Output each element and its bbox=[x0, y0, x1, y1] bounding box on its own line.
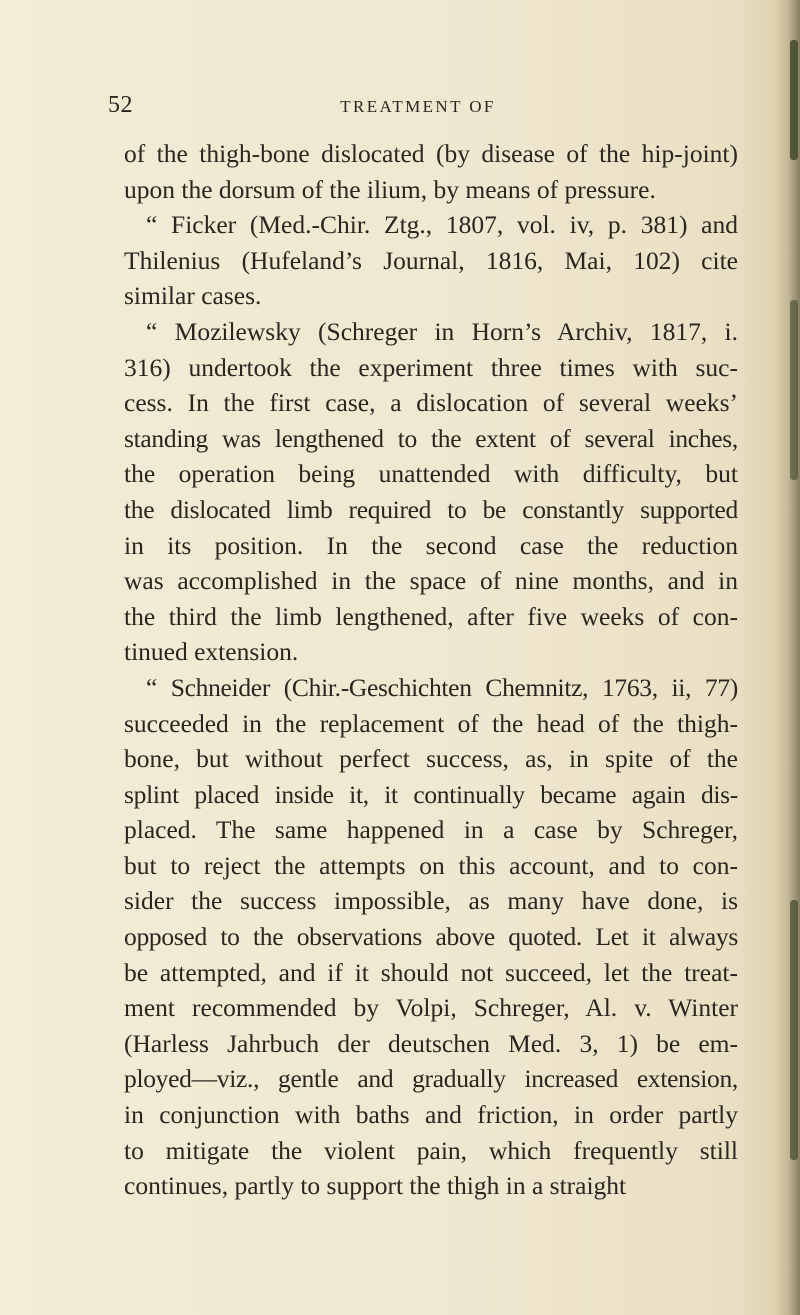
text-line: Thilenius (Hufeland’s Journal, 1816, Mai, 102) cite bbox=[124, 245, 738, 275]
text-line: “ Schneider (Chir.-Geschichten Chemnitz, 1763, ii, 77) bbox=[146, 672, 738, 702]
text-line: was accomplished in the space of nine months, and in bbox=[124, 566, 738, 596]
text-line: the operation being unattended with difficulty, but bbox=[124, 459, 738, 489]
text-line: ment recommended by Volpi, Schreger, Al. v. Winter bbox=[124, 993, 738, 1023]
text-line: 316) undertook the experiment three times with suc- bbox=[124, 352, 738, 382]
text-line: the dislocated limb required to be constantly supported bbox=[124, 494, 738, 524]
text-line: ployed—viz., gentle and gradually increased extension, bbox=[124, 1064, 738, 1094]
running-head: TREATMENT OF bbox=[340, 97, 496, 116]
page-edge-stain bbox=[790, 900, 798, 1160]
text-line: “ Ficker (Med.-Chir. Ztg., 1807, vol. iv, p. 381) and bbox=[146, 210, 738, 240]
page-number: 52 bbox=[108, 92, 133, 118]
text-line: similar cases. bbox=[124, 281, 262, 311]
text-line: continues, partly to support the thigh in a straight bbox=[124, 1171, 627, 1201]
text-line: “ Mozilewsky (Schreger in Horn’s Archiv, 1817, i. bbox=[146, 316, 738, 346]
text-line: bone, but without perfect success, as, in spite of the bbox=[124, 744, 738, 774]
text-line: the third the limb lengthened, after five weeks of con- bbox=[124, 601, 738, 631]
text-line: in its position. In the second case the reduction bbox=[124, 530, 738, 560]
text-line: succeeded in the replacement of the head of the thigh- bbox=[124, 708, 738, 738]
text-line: cess. In the first case, a dislocation of several weeks’ bbox=[124, 388, 738, 418]
text-line: but to reject the attempts on this account, and to con- bbox=[124, 850, 738, 880]
text-line: placed. The same happened in a case by Schreger, bbox=[124, 815, 738, 845]
page-header bbox=[108, 92, 728, 126]
text-line: to mitigate the violent pain, which frequently still bbox=[124, 1135, 738, 1165]
text-line: opposed to the observations above quoted. Let it always bbox=[124, 922, 738, 952]
text-line: of the thigh-bone dislocated (by disease of the hip-joint) bbox=[124, 139, 738, 168]
text-line: upon the dorsum of the ilium, by means of pressure. bbox=[124, 174, 656, 204]
text-line: standing was lengthened to the extent of several inches, bbox=[124, 423, 738, 453]
text-line: sider the success impossible, as many have done, is bbox=[124, 886, 738, 916]
page-edge-stain bbox=[790, 40, 798, 160]
text-line: in conjunction with baths and friction, in order partly bbox=[124, 1100, 738, 1130]
text-line: be attempted, and if it should not succeed, let the treat- bbox=[124, 957, 738, 987]
body-text bbox=[124, 136, 738, 1204]
page-edge-stain bbox=[790, 300, 798, 480]
text-line: tinued extension. bbox=[124, 637, 299, 667]
text-line: splint placed inside it, it continually became again dis- bbox=[124, 779, 738, 809]
text-line: (Harless Jahrbuch der deutschen Med. 3, 1) be em- bbox=[124, 1028, 738, 1058]
